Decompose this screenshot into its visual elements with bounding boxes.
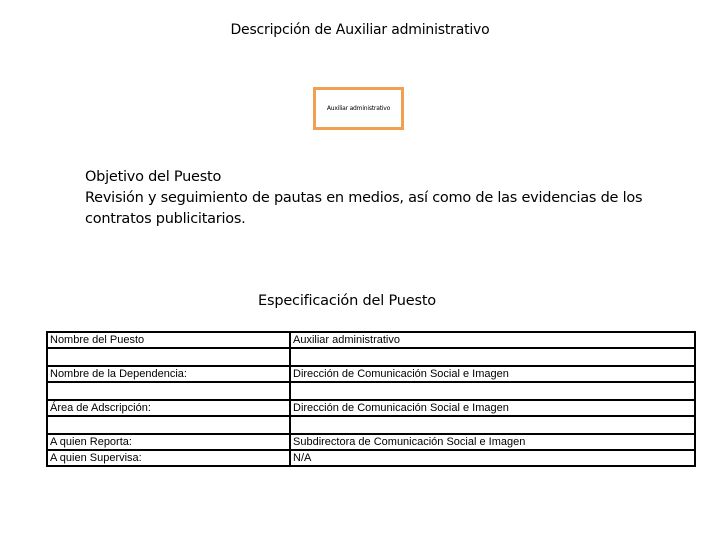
row-label-supervises: A quien Supervisa: — [47, 450, 290, 466]
table-empty-cell — [290, 416, 695, 434]
table-row — [47, 434, 695, 450]
table-row — [47, 400, 695, 416]
objective-text: Revisión y seguimiento de pautas en medios, así como de las evidencias de los contratos publicitarios. — [85, 190, 643, 227]
org-chart-box — [313, 87, 404, 130]
table-empty-cell — [290, 382, 695, 400]
objective-section — [85, 167, 685, 230]
specification-table — [46, 331, 696, 467]
table-row — [47, 332, 695, 348]
row-value-area: Dirección de Comunicación Social e Imagen — [290, 400, 695, 416]
row-label-area: Área de Adscripción: — [47, 400, 290, 416]
row-value-dependency: Dirección de Comunicación Social e Imagen — [290, 366, 695, 382]
table-empty-cell — [290, 348, 695, 366]
row-label-position-name: Nombre del Puesto — [47, 332, 290, 348]
row-label-dependency: Nombre de la Dependencia: — [47, 366, 290, 382]
table-spacer-row — [47, 416, 695, 434]
table-empty-cell — [47, 382, 290, 400]
row-value-reports-to: Subdirectora de Comunicación Social e Imagen — [290, 434, 695, 450]
row-label-reports-to: A quien Reporta: — [47, 434, 290, 450]
table-empty-cell — [47, 348, 290, 366]
page-title: Descripción de Auxiliar administrativo — [230, 22, 490, 38]
objective-heading: Objetivo del Puesto — [85, 169, 222, 185]
row-value-position-name: Auxiliar administrativo — [290, 332, 695, 348]
table-row — [47, 366, 695, 382]
row-value-supervises: N/A — [290, 450, 695, 466]
table-spacer-row — [47, 348, 695, 366]
org-chart-box-label: Auxiliar administrativo — [326, 105, 391, 112]
table-spacer-row — [47, 382, 695, 400]
table-empty-cell — [47, 416, 290, 434]
specification-heading: Especificación del Puesto — [258, 293, 436, 309]
table-row — [47, 450, 695, 466]
